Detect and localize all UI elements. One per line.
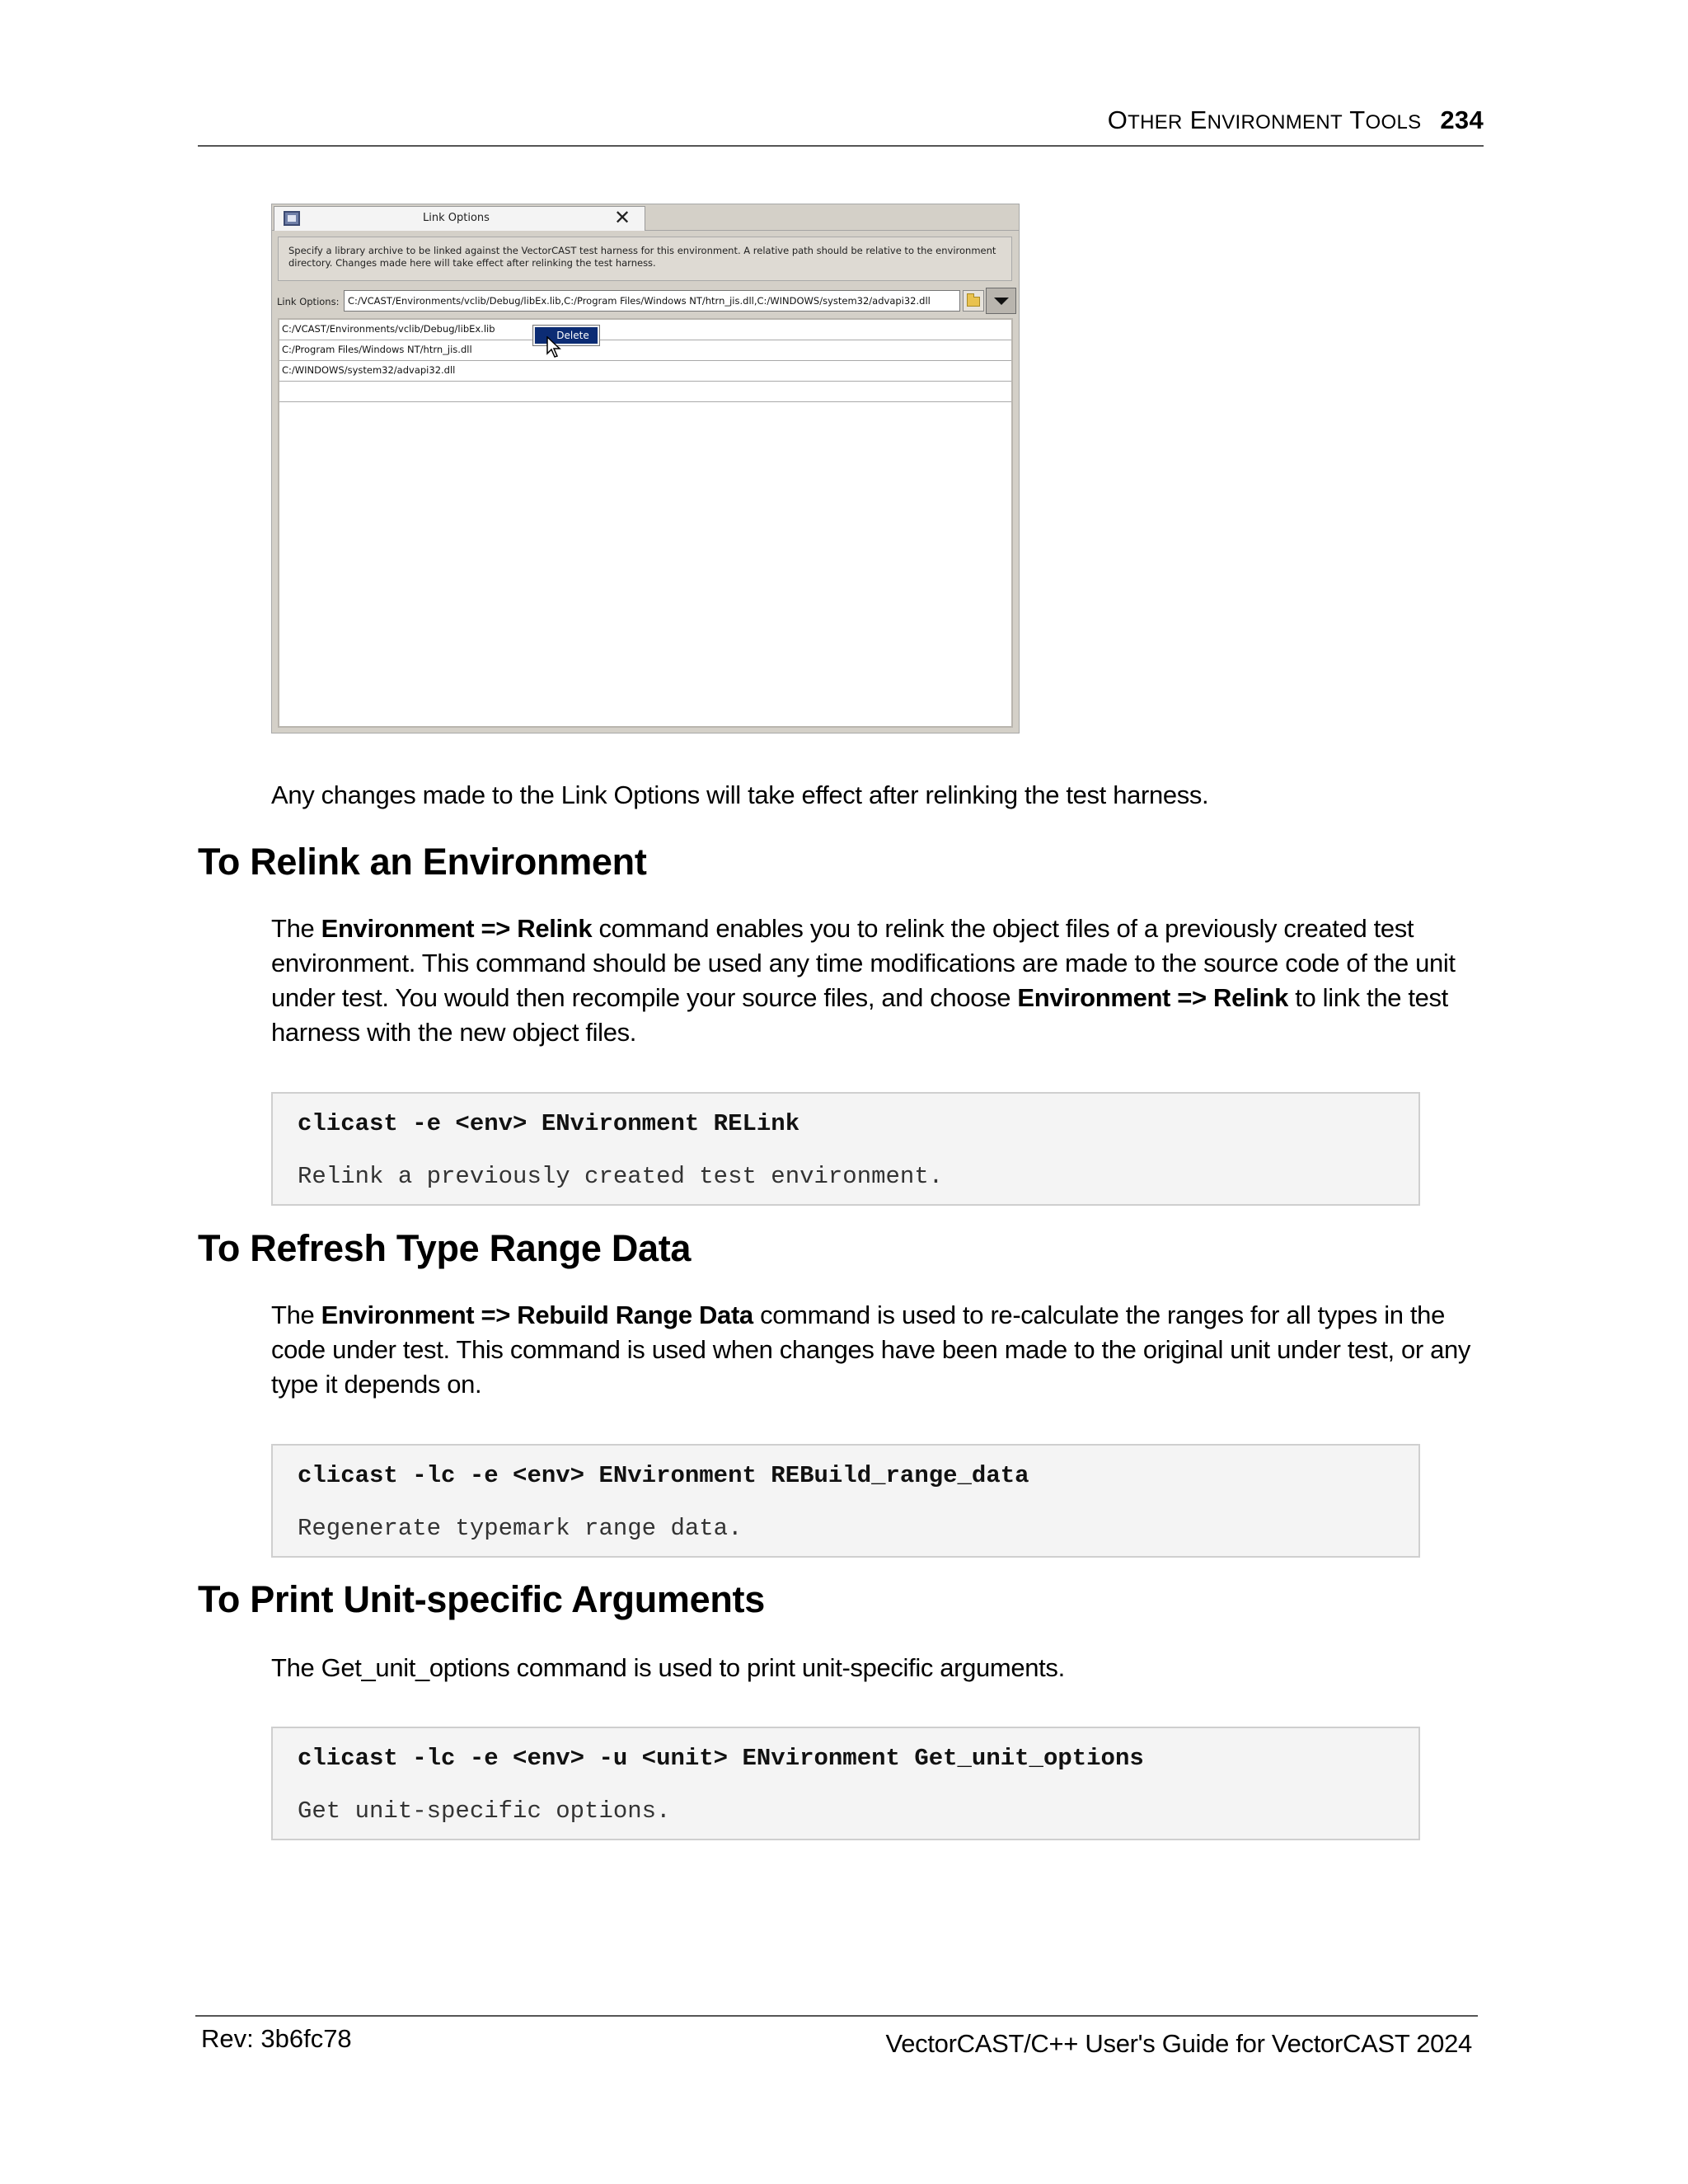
dialog-tab-bar	[272, 204, 1019, 231]
dialog-tab[interactable]	[274, 206, 645, 231]
mouse-pointer-icon	[546, 336, 564, 359]
delete-menu-item[interactable]: Delete	[535, 327, 598, 344]
list-item[interactable]: C:/VCAST/Environments/vclib/Debug/libEx.lib	[279, 320, 1011, 340]
header-section-letter: T	[1349, 105, 1366, 134]
text-run: command enables you to relink the object files of a previously created test environment. This command should be used any time modifications are made to the source code of the unit under test. You would then recompile your source files, and choose	[271, 914, 1456, 1012]
code-command: clicast -lc -e <env> -u <unit> ENvironment Get_unit_options	[298, 1745, 1144, 1772]
page-header	[198, 105, 1484, 147]
menu-path-text: Environment => Rebuild Range Data	[321, 1301, 753, 1329]
refresh-paragraph	[271, 1298, 1491, 1402]
code-description: Relink a previously created test environment.	[298, 1163, 944, 1190]
code-command: clicast -e <env> ENvironment RELink	[298, 1110, 800, 1137]
list-item[interactable]	[279, 382, 1011, 402]
library-list	[278, 318, 1013, 728]
list-item[interactable]: C:/Program Files/Windows NT/htrn_jis.dll	[279, 340, 1011, 361]
heading-refresh: To Refresh Type Range Data	[198, 1227, 692, 1269]
code-description: Regenerate typemark range data.	[298, 1515, 743, 1542]
close-icon[interactable]: ✕	[614, 206, 631, 229]
menu-path-text: Environment => Relink	[321, 914, 593, 943]
context-menu	[532, 325, 600, 346]
text-run: to link the test harness with the new object files.	[271, 983, 1448, 1047]
code-block-refresh	[271, 1444, 1420, 1558]
code-description: Get unit-specific options.	[298, 1797, 671, 1825]
link-options-label: Link Options:	[277, 296, 340, 307]
code-command: clicast -lc -e <env> ENvironment REBuild_range_data	[298, 1462, 1029, 1489]
footer-guide-title: VectorCAST/C++ User's Guide for VectorCAST 2024	[885, 2029, 1472, 2058]
link-options-dialog	[271, 204, 1020, 733]
header-section-letter: O	[1107, 105, 1128, 134]
link-options-input[interactable]: C:/VCAST/Environments/vclib/Debug/libEx.lib,C:/Program Files/Windows NT/htrn_jis.dll,C:/WINDOWS/system32/advapi32.dll	[344, 290, 960, 312]
text-run: The	[271, 914, 321, 943]
header-section-text: NVIRONMENT	[1207, 111, 1343, 134]
text-run: The	[271, 1301, 321, 1329]
header-section-letter: E	[1189, 105, 1207, 134]
list-item[interactable]: C:/WINDOWS/system32/advapi32.dll	[279, 361, 1011, 382]
folder-icon	[967, 297, 980, 307]
footer-revision: Rev: 3b6fc78	[201, 2024, 352, 2053]
chevron-down-icon[interactable]	[986, 288, 1016, 314]
app-icon	[284, 211, 300, 226]
header-section-text: OOLS	[1365, 111, 1422, 134]
dialog-description: Specify a library archive to be linked against the VectorCAST test harness for this environment. A relative path should be relative to the environment directory. Changes made here will take effect after relinking the test harness.	[278, 237, 1012, 281]
browse-button[interactable]	[963, 290, 984, 312]
heading-unit-args: To Print Unit-specific Arguments	[198, 1578, 765, 1620]
intro-paragraph: Any changes made to the Link Options will take effect after relinking the test harness.	[271, 780, 1209, 809]
page-number: 234	[1440, 105, 1484, 134]
unit-args-paragraph: The Get_unit_options command is used to print unit-specific arguments.	[271, 1653, 1065, 1682]
code-block-relink	[271, 1092, 1420, 1206]
code-block-unit-args	[271, 1727, 1420, 1840]
header-section-text: THER	[1128, 111, 1183, 134]
dialog-title: Link Options	[423, 212, 490, 224]
text-run: command is used to re-calculate the ranges for all types in the code under test. This command is used when changes have been made to the original unit under test, or any type it depends on.	[271, 1301, 1471, 1399]
heading-relink: To Relink an Environment	[198, 841, 647, 883]
relink-paragraph	[271, 912, 1491, 1050]
menu-path-text: Environment => Relink	[1017, 983, 1288, 1012]
footer-rule	[195, 2015, 1478, 2017]
